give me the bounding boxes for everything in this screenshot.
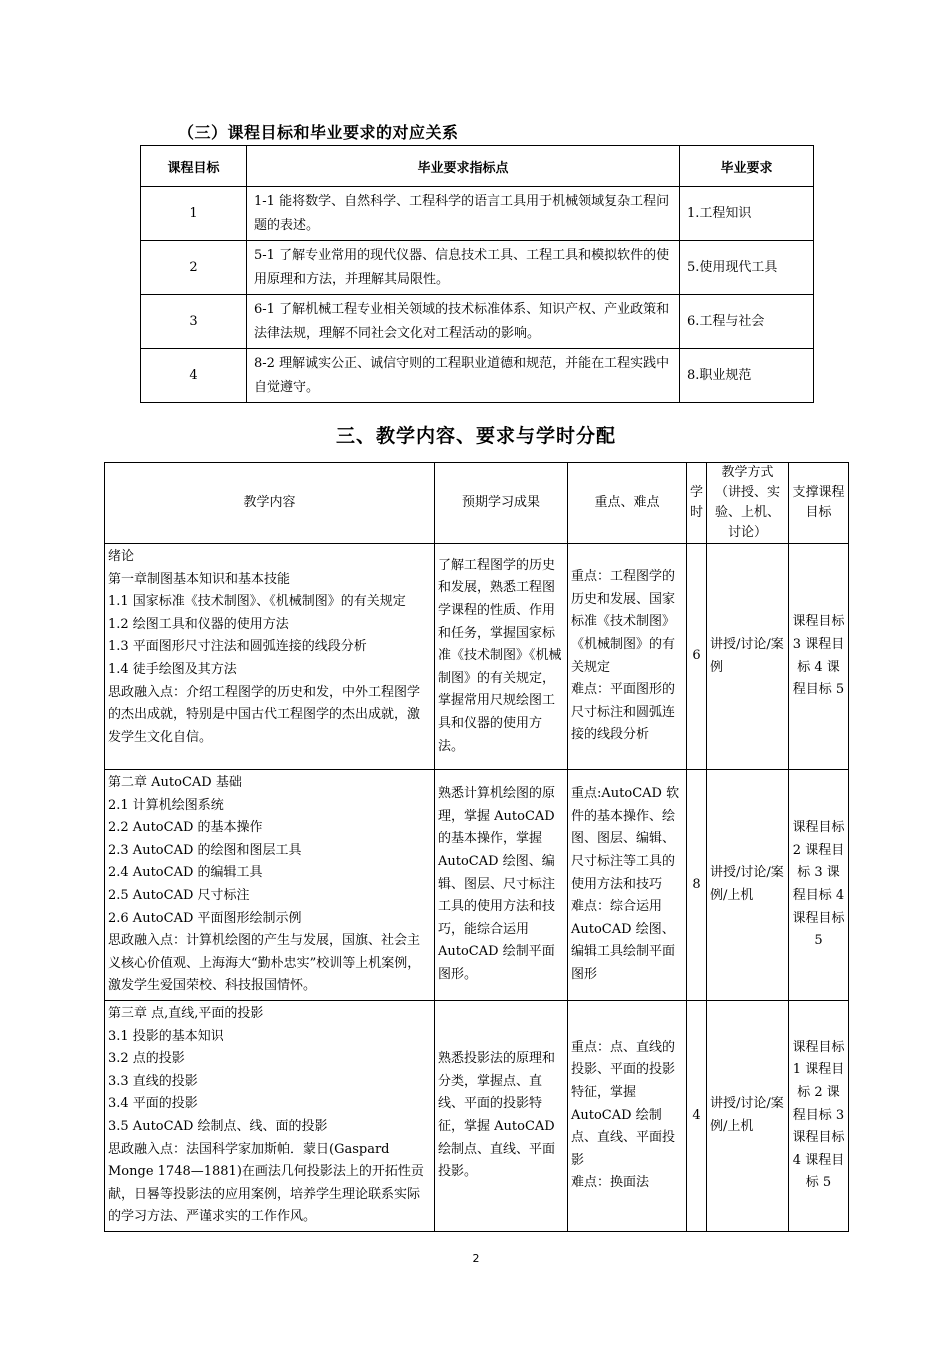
content-line: 3.5 AutoCAD 绘制点、线、面的投影 <box>108 1118 328 1134</box>
column-header: 毕业要求指标点 <box>247 146 680 187</box>
table-row <box>141 349 814 403</box>
column-header: 教学内容 <box>105 463 435 544</box>
chapter-title: 三、教学内容、要求与学时分配 <box>335 425 616 447</box>
requirement-cell: 6.工程与社会 <box>680 295 814 349</box>
content-line: 1.1 国家标准《技术制图》、《机械制图》的有关规定 <box>108 594 406 610</box>
outcome-cell: 熟悉计算机绘图的原理，掌握 AutoCAD 的基本操作，掌握 AutoCAD 绘图、编辑、图层、尺寸标注工具的使用方法和技巧，能综合运用 AutoCAD 绘制平面图形。 <box>435 770 568 1001</box>
indicator-cell: 1-1 能将数学、自然科学、工程科学的语言工具用于机械领域复杂工程问题的表述。 <box>247 187 680 241</box>
method-cell: 讲授/讨论/案例/上机 <box>707 770 789 1001</box>
indicator-cell: 6-1 了解机械工程专业相关领域的技术标准体系、知识产权、产业政策和法律法规，理解不同社会文化对工程活动的影响。 <box>247 295 680 349</box>
content-line: 第一章制图基本知识和基本技能 <box>108 571 291 587</box>
goals-cell: 课程目标 3 课程目标 4 课程目标 5 <box>789 544 849 770</box>
table-row <box>141 241 814 295</box>
content-line: 1.2 绘图工具和仪器的使用方法 <box>108 616 289 632</box>
column-header: 支撑课程目标 <box>789 463 849 544</box>
key-difficulty-cell: 重点：工程图学的历史和发展、国家标准《技术制图》《机械制图》的有关规定 难点：平面图形的尺寸标注和圆弧连接的线段分析 <box>568 544 687 770</box>
table-row <box>105 544 849 770</box>
content-line: 第三章 点,直线,平面的投影 <box>108 1005 264 1021</box>
content-line: 2.3 AutoCAD 的绘图和图层工具 <box>108 842 302 858</box>
content-line: 1.3 平面图形尺寸注法和圆弧连接的线段分析 <box>108 639 367 655</box>
content-cell <box>105 544 435 770</box>
column-header: 预期学习成果 <box>435 463 568 544</box>
section-heading: （三）课程目标和毕业要求的对应关系 <box>178 123 459 142</box>
requirement-cell: 5.使用现代工具 <box>680 241 814 295</box>
requirement-cell: 8.职业规范 <box>680 349 814 403</box>
indicator-cell: 8-2 理解诚实公正、诚信守则的工程职业道德和规范，并能在工程实践中自觉遵守。 <box>247 349 680 403</box>
content-line: 2.6 AutoCAD 平面图形绘制示例 <box>108 910 302 926</box>
goals-cell: 课程目标 2 课程目标 3 课程目标 4 课程目标 5 <box>789 770 849 1001</box>
content-line: 2.5 AutoCAD 尺寸标注 <box>108 887 250 903</box>
requirement-cell: 1.工程知识 <box>680 187 814 241</box>
page-number: 2 <box>472 1252 480 1265</box>
content-line: 思政融入点：计算机绘图的产生与发展，国旗、社会主义核心价值观、上海海大“勤朴忠实”校训等上机案例，激发学生爱国荣校、科技报国情怀。 <box>108 933 421 994</box>
content-cell <box>105 1000 435 1231</box>
teaching-content-table <box>104 462 849 1232</box>
goal-cell: 1 <box>141 187 247 241</box>
content-line: 2.1 计算机绘图系统 <box>108 797 224 813</box>
column-header: 学时 <box>687 463 707 544</box>
goal-cell: 4 <box>141 349 247 403</box>
goals-cell: 课程目标 1 课程目标 2 课程目标 3 课程目标 4 课程目标 5 <box>789 1000 849 1231</box>
content-cell <box>105 770 435 1001</box>
content-line: 2.4 AutoCAD 的编辑工具 <box>108 865 263 881</box>
table-header-row <box>141 146 814 187</box>
column-header: 课程目标 <box>141 146 247 187</box>
column-header: 毕业要求 <box>680 146 814 187</box>
table-row <box>141 295 814 349</box>
goal-requirement-table <box>140 145 814 403</box>
column-header: 重点、难点 <box>568 463 687 544</box>
content-line: 3.1 投影的基本知识 <box>108 1028 224 1044</box>
method-cell: 讲授/讨论/案例 <box>707 544 789 770</box>
content-line: 2.2 AutoCAD 的基本操作 <box>108 820 263 836</box>
column-header: 教学方式（讲授、实验、上机、讨论） <box>707 463 789 544</box>
table-row <box>105 1000 849 1231</box>
content-line: 思政融入点：法国科学家加斯帕．蒙日(Gaspard Monge 1748—1881)在画法几何投影法上的开拓性贡献，日晷等投影法的应用案例，培养学生理论联系实际的学习方法、严谨求实的工作作风。 <box>108 1141 424 1225</box>
key-difficulty-cell: 重点:AutoCAD 软件的基本操作、绘图、图层、编辑、尺寸标注等工具的使用方法和技巧 难点：综合运用 AutoCAD 绘图、编辑工具绘制平面图形 <box>568 770 687 1001</box>
goal-cell: 3 <box>141 295 247 349</box>
hours-cell: 8 <box>687 770 707 1001</box>
table-row <box>141 187 814 241</box>
outcome-cell: 熟悉投影法的原理和分类，掌握点、直线、平面的投影特征，掌握 AutoCAD 绘制点、直线、平面投影。 <box>435 1000 568 1231</box>
content-line: 1.4 徒手绘图及其方法 <box>108 661 237 677</box>
hours-cell: 6 <box>687 544 707 770</box>
content-line: 3.4 平面的投影 <box>108 1096 198 1112</box>
hours-cell: 4 <box>687 1000 707 1231</box>
content-line: 第二章 AutoCAD 基础 <box>108 775 242 790</box>
content-line: 思政融入点：介绍工程图学的历史和发，中外工程图学的杰出成就，特别是中国古代工程图学的杰出成就，激发学生文化自信。 <box>108 684 421 745</box>
outcome-cell: 了解工程图学的历史和发展，熟悉工程图学课程的性质、作用和任务，掌握国家标准《技术制图》《机械制图》的有关规定，掌握常用尺规绘图工具和仪器的使用方法。 <box>435 544 568 770</box>
table-header-row <box>105 463 849 544</box>
content-line: 3.2 点的投影 <box>108 1051 185 1067</box>
goal-cell: 2 <box>141 241 247 295</box>
method-cell: 讲授/讨论/案例/上机 <box>707 1000 789 1231</box>
content-line: 3.3 直线的投影 <box>108 1073 198 1089</box>
key-difficulty-cell: 重点：点、直线的投影、平面的投影特征，掌握 AutoCAD 绘制点、直线、平面投影 难点：换面法 <box>568 1000 687 1231</box>
table-row <box>105 770 849 1001</box>
content-line: 绪论 <box>108 549 135 564</box>
indicator-cell: 5-1 了解专业常用的现代仪器、信息技术工具、工程工具和模拟软件的使用原理和方法，并理解其局限性。 <box>247 241 680 295</box>
